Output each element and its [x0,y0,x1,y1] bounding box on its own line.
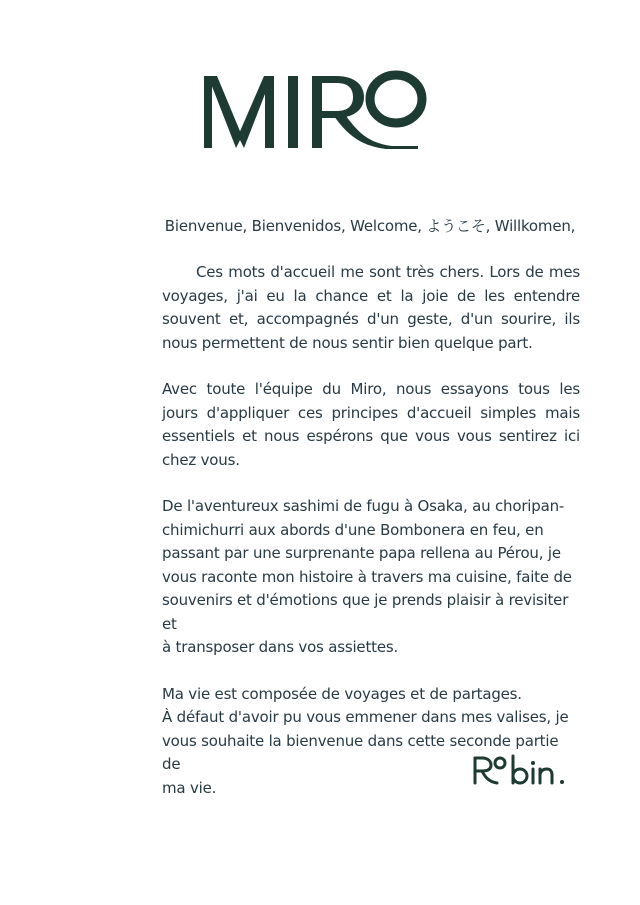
letter-paragraph-2: Avec toute l'équipe du Miro, nous essayons tous les jours d'appliquer ces principes d'accueil simples mais essentiels et nous espérons que vous vous sentirez ici chez vous. [162,380,580,469]
miro-logo-mark [200,66,440,156]
letter-line: chimichurri aux abords d'une Bombonera en feu, en [162,520,544,539]
letter-line: Ma vie est composée de voyages et de partages. [162,684,522,703]
welcome-letter [162,261,580,800]
letter-line: vous raconte mon histoire à travers ma cuisine, faite de [162,567,572,586]
letter-paragraph-1: Ces mots d'accueil me sont très chers. Lors de mes voyages, j'ai eu la chance et la joie de les entendre souvent et, accompagnés d'un geste, d'un sourire, ils nous permettent de nous sentir bien quelque part. [162,263,580,352]
letter-line: vous souhaite la bienvenue dans cette seconde partie de [162,731,559,773]
letter-paragraph-3 [162,495,580,660]
robin-signature-mark [470,752,580,788]
letter-line: à transposer dans vos assiettes. [162,638,399,656]
letter-line: À défaut d'avoir pu vous emmener dans mes valises, je [162,708,569,726]
letter-line: De l'aventureux sashimi de fugu à Osaka, au choripan- [162,497,565,515]
miro-logo [0,66,640,156]
letter-line: ma vie. [162,778,217,797]
signature [470,752,580,788]
letter-line: passant par une surprenante papa rellena au Pérou, je [162,544,561,562]
letter-line: souvenirs et d'émotions que je prends plaisir à revisiter et [162,591,569,633]
greeting-line: Bienvenue, Bienvenidos, Welcome, ようこそ, Willkomen, [164,217,576,235]
